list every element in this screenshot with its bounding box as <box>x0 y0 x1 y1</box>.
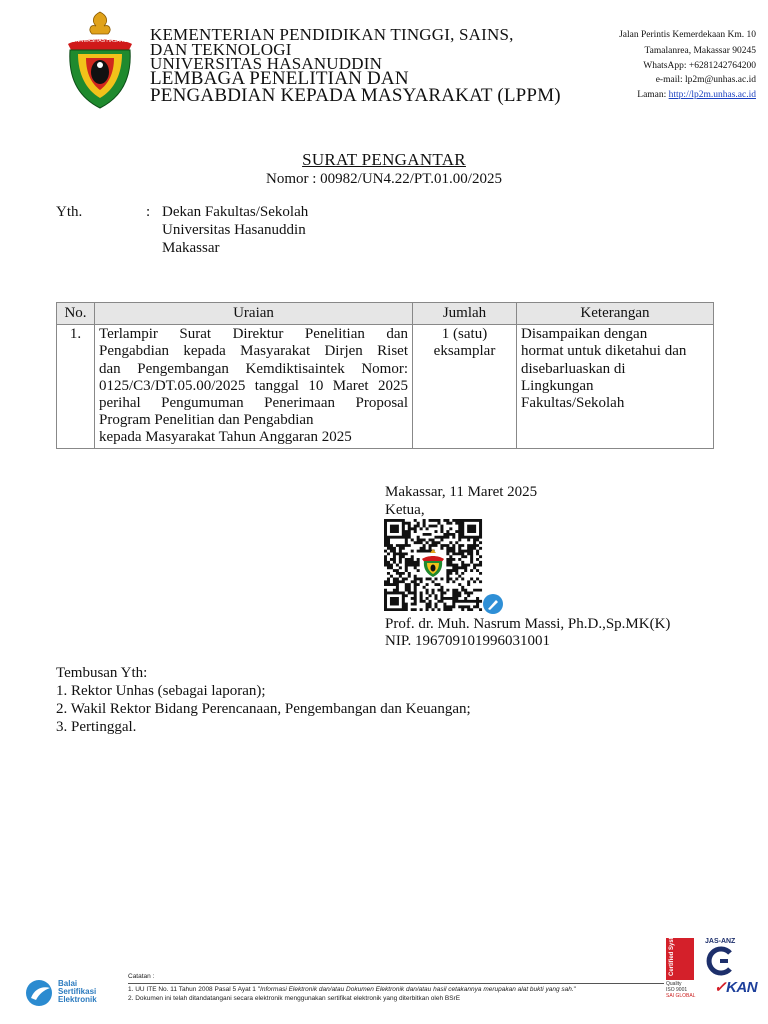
row-uraian <box>95 325 413 448</box>
contact-website <box>637 90 756 100</box>
yth-colon: : <box>146 204 151 220</box>
qr-center-logo <box>420 549 446 577</box>
jas-anz-logo-icon <box>704 947 734 975</box>
uraian-line: dan Pengembangan Kemdiktisaintek Nomor: <box>99 360 408 377</box>
bsre-text-line: Balai <box>58 979 78 988</box>
catatan-title: Catatan : <box>128 973 155 980</box>
signature-qr-code <box>384 519 482 611</box>
jumlah-line: 1 (satu) <box>441 326 488 343</box>
kan-logo: ✓KAN <box>714 979 758 996</box>
table-row <box>57 325 714 448</box>
recipient-line-3: Makassar <box>162 240 220 256</box>
yth-label: Yth. <box>56 204 83 220</box>
note-1-suffix: " <box>573 986 576 993</box>
note-1-quote: Informasi Elektronik dan/atau Dokumen Elektronik dan/atau hasil cetakannya merupakan alat bukti yang sah. <box>260 986 574 993</box>
uraian-line: 0125/C3/DT.05.00/2025 tanggal 10 Maret 2025 <box>99 377 408 394</box>
institution-name: LEMBAGA PENELITIAN DAN <box>150 68 409 89</box>
certified-system-badge <box>666 928 694 980</box>
header-jumlah: Jumlah <box>413 303 517 325</box>
footer-divider <box>128 983 664 984</box>
university-name: UNIVERSITAS HASANUDDIN <box>150 54 383 73</box>
header-no: No. <box>57 303 95 325</box>
bsre-text <box>58 980 97 1004</box>
letter-number: Nomor : 00982/UN4.22/PT.01.00/2025 <box>266 171 502 187</box>
website-link[interactable]: http://lp2m.unhas.ac.id <box>668 90 756 100</box>
footer-notes <box>128 972 576 1003</box>
keterangan-line: Lingkungan <box>521 377 594 394</box>
uraian-line: kepada Masyarakat Tahun Anggaran 2025 <box>99 429 352 446</box>
attachment-table <box>56 302 714 449</box>
uraian-line: Pengabdian kepada Masyarakat Dirjen Riset <box>99 343 408 360</box>
jumlah-line: eksamplar <box>433 343 496 360</box>
signer-name: Prof. dr. Muh. Nasrum Massi, Ph.D.,Sp.MK(K) <box>385 616 671 632</box>
footer-note-1 <box>128 985 576 994</box>
kan-label: KAN <box>726 979 758 996</box>
keterangan-line: Disampaikan dengan <box>521 326 648 343</box>
bsre-logo-icon <box>24 978 56 1008</box>
tembusan-item: 3. Pertinggal. <box>56 719 137 735</box>
ministry-name: KEMENTERIAN PENDIDIKAN TINGGI, SAINS, <box>150 25 514 44</box>
letter-title: SURAT PENGANTAR <box>302 150 466 169</box>
jas-anz-label: JAS-ANZ <box>705 938 736 945</box>
tembusan-item: 1. Rektor Unhas (sebagai laporan); <box>56 683 266 699</box>
table-header-row <box>57 303 714 325</box>
contact-address-1: Jalan Perintis Kemerdekaan Km. 10 <box>619 30 756 40</box>
uraian-line: perihal Pengumuman Penerimaan Proposal <box>99 395 408 412</box>
signer-role: Ketua, <box>385 502 425 518</box>
signer-nip: NIP. 196709101996031001 <box>385 633 551 649</box>
footer-note-2: 2. Dokumen ini telah ditandatangani secara elektronik menggunakan sertifikat elektronik yang diterbitkan oleh BSrE <box>128 995 461 1002</box>
iso-label: ISO 9001 <box>666 987 688 993</box>
contact-whatsapp: WhatsApp: +6281242764200 <box>643 61 756 71</box>
ministry-name-2: DAN TEKNOLOGI <box>150 40 292 59</box>
row-no: 1. <box>57 325 95 448</box>
tembusan-block <box>56 664 471 736</box>
bsre-text-line: Sertifikasi <box>58 987 97 996</box>
institution-name-2: PENGABDIAN KEPADA MASYARAKAT (LPPM) <box>150 85 561 106</box>
uraian-line: Program Penelitian dan Pengabdian <box>99 412 314 429</box>
recipient-line-2: Universitas Hasanuddin <box>162 222 306 238</box>
logo-banner-text: UNIVERSITAS HASANUDDIN <box>72 38 140 44</box>
note-1-prefix: 1. UU ITE No. 11 Tahun 2008 Pasal 5 Ayat 1 " <box>128 986 261 993</box>
recipient-line-1: Dekan Fakultas/Sekolah <box>162 204 309 220</box>
quality-label: Quality <box>666 981 682 987</box>
row-jumlah <box>413 325 517 448</box>
header-keterangan: Keterangan <box>517 303 714 325</box>
university-logo <box>62 10 138 110</box>
keterangan-line: disebarluaskan di <box>521 360 626 377</box>
tembusan-item: 2. Wakil Rektor Bidang Perencanaan, Pengembangan dan Keuangan; <box>56 701 471 717</box>
bsre-text-line: Elektronik <box>58 995 97 1004</box>
contact-email: e-mail: lp2m@unhas.ac.id <box>655 75 756 85</box>
uraian-line: Terlampir Surat Direktur Penelitian dan <box>99 326 408 343</box>
sai-global-label: SAI GLOBAL <box>666 993 696 999</box>
bsre-pen-icon <box>482 593 504 615</box>
keterangan-line: Fakultas/Sekolah <box>521 395 625 412</box>
place-date: Makassar, 11 Maret 2025 <box>385 484 538 500</box>
certified-system-text: Certified System <box>669 928 675 976</box>
quality-text-block <box>666 981 695 999</box>
contact-address-2: Tamalanrea, Makassar 90245 <box>644 46 756 56</box>
keterangan-line: hormat untuk diketahui dan <box>521 343 687 360</box>
website-label: Laman: <box>637 90 669 100</box>
header-uraian: Uraian <box>95 303 413 325</box>
tembusan-title: Tembusan Yth: <box>56 665 148 681</box>
row-keterangan <box>517 325 714 448</box>
